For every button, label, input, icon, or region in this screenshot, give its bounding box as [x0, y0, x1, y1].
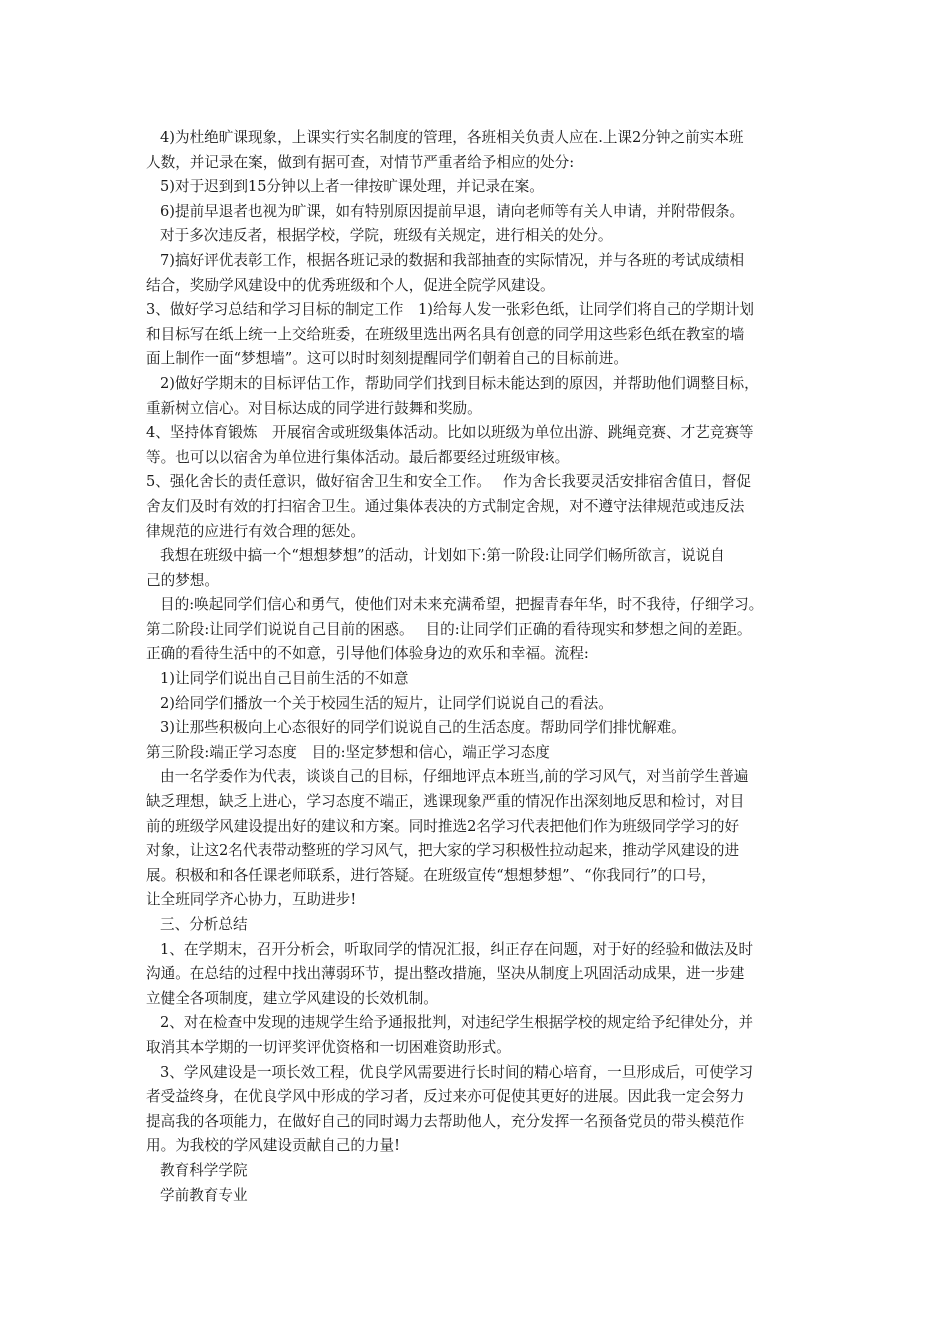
- text-line: 三、分析总结: [160, 916, 248, 933]
- text-line: 用。为我校的学风建设贡献自己的力量!: [146, 1137, 400, 1155]
- text-line: 5)对于迟到到15分钟以上者一律按旷课处理，并记录在案。: [160, 178, 544, 196]
- text-line: 7)搞好评优表彰工作，根据各班记录的数据和我部抽查的实际情况，并与各班的考试成绩相: [160, 251, 745, 269]
- text-line: 3)让那些积极向上心态很好的同学们说说自己的生活态度。帮助同学们排忧解难。: [160, 719, 686, 737]
- text-line: 1)让同学们说出自己目前生活的不如意: [160, 670, 409, 688]
- text-line: 目的:唤起同学们信心和勇气，使他们对未来充满希望，把握青春年华，时不我待，仔细学习。: [160, 596, 764, 614]
- text-line: 我想在班级中搞一个“想想梦想”的活动，计划如下:第一阶段:让同学们畅所欲言，说说自: [160, 547, 725, 565]
- text-line: 前的班级学风建设提出好的建议和方案。同时推选2名学习代表把他们作为班级同学学习的好: [146, 817, 740, 835]
- text-line: 沟通。在总结的过程中找出薄弱环节，提出整改措施，坚决从制度上巩固活动成果，进一步建: [146, 965, 745, 983]
- text-line: 人数，并记录在案，做到有据可查，对情节严重者给予相应的处分:: [146, 153, 575, 171]
- text-line: 律规范的应进行有效合理的惩处。: [146, 522, 365, 540]
- text-line: 重新树立信心。对目标达成的同学进行鼓舞和奖励。: [146, 399, 482, 417]
- text-line: 缺乏理想，缺乏上进心，学习态度不端正，逃课现象严重的情况作出深刻地反思和检讨，对目: [146, 793, 745, 811]
- text-line: 正确的看待生活中的不如意，引导他们体验身边的欢乐和幸福。流程:: [146, 645, 589, 663]
- text-line: 展。积极和和各任课老师联系，进行答疑。在班级宣传“想想梦想”、“你我同行”的口号，: [146, 866, 716, 884]
- text-line: 第三阶段:端正学习态度 目的:坚定梦想和信心，端正学习态度: [146, 743, 550, 761]
- text-line: 对于多次违反者，根据学校，学院，班级有关规定，进行相关的处分。: [160, 227, 613, 245]
- text-line: 等。也可以以宿舍为单位进行集体活动。最后都要经过班级审核。: [146, 448, 570, 466]
- text-line: 1、在学期末，召开分析会，听取同学的情况汇报，纠正存在问题，对于好的经验和做法及时: [160, 940, 754, 958]
- text-line: 者受益终身，在优良学风中形成的学习者，反过来亦可促使其更好的进展。因此我一定会努力: [146, 1088, 745, 1106]
- text-line: 4、坚持体育锻炼 开展宿舍或班级集体活动。比如以班级为单位出游、跳绳竞赛、才艺竞赛等: [146, 424, 754, 442]
- text-line: 立健全各项制度，建立学风建设的长效机制。: [146, 989, 438, 1007]
- text-line: 己的梦想。: [146, 571, 219, 589]
- text-line: 教育科学学院: [160, 1161, 248, 1179]
- text-line: 面上制作一面“梦想墙”。这可以时时刻刻提醒同学们朝着自己的目标前进。: [146, 350, 628, 368]
- document-body: [146, 126, 826, 1208]
- text-line: 提高我的各项能力，在做好自己的同时竭力去帮助他人，充分发挥一名预备党员的带头模范作: [146, 1112, 745, 1130]
- text-line: 3、学风建设是一项长效工程，优良学风需要进行长时间的精心培育，一旦形成后，可使学习: [160, 1063, 754, 1081]
- text-line: 6)提前早退者也视为旷课，如有特别原因提前早退，请向老师等有关人申请，并附带假条。: [160, 202, 745, 220]
- text-line: 3、做好学习总结和学习目标的制定工作 1)给每人发一张彩色纸，让同学们将自己的学期计划: [146, 301, 755, 319]
- text-line: 让全班同学齐心协力，互助进步!: [146, 891, 357, 909]
- text-line: 结合，奖励学风建设中的优秀班级和个人，促进全院学风建设。: [146, 276, 555, 294]
- text-line: 2、对在检查中发现的违规学生给予通报批判，对违纪学生根据学校的规定给予纪律处分，并: [160, 1014, 754, 1032]
- text-line: 和目标写在纸上统一上交给班委，在班级里选出两名具有创意的同学用这些彩色纸在教室的墙: [146, 325, 745, 343]
- text-line: 由一名学委作为代表，谈谈自己的目标，仔细地评点本班当,前的学习风气，对当前学生普遍: [160, 768, 749, 786]
- text-line: 2)给同学们播放一个关于校园生活的短片，让同学们说说自己的看法。: [160, 694, 613, 712]
- text-line: 学前教育专业: [160, 1186, 248, 1204]
- text-line: 5、强化舍长的责任意识，做好宿舍卫生和安全工作。 作为舍长我要灵活安排宿舍值日，督促: [146, 473, 751, 491]
- text-line: 2)做好学期末的目标评估工作，帮助同学们找到目标未能达到的原因，并帮助他们调整目标，: [160, 374, 759, 392]
- text-line: 对象，让这2名代表带动整班的学习风气，把大家的学习积极性拉动起来，推动学风建设的进: [146, 842, 740, 860]
- text-line: 第二阶段:让同学们说说自己目前的困惑。 目的:让同学们正确的看待现实和梦想之间的差距。: [146, 620, 752, 638]
- text-line: 取消其本学期的一切评奖评优资格和一切困难资助形式。: [146, 1038, 511, 1056]
- text-line: 舍友们及时有效的打扫宿舍卫生。通过集体表决的方式制定舍规，对不遵守法律规范或违反法: [146, 497, 745, 515]
- text-line: 4)为杜绝旷课现象，上课实行实名制度的管理，各班相关负责人应在.上课2分钟之前实本班: [160, 129, 744, 146]
